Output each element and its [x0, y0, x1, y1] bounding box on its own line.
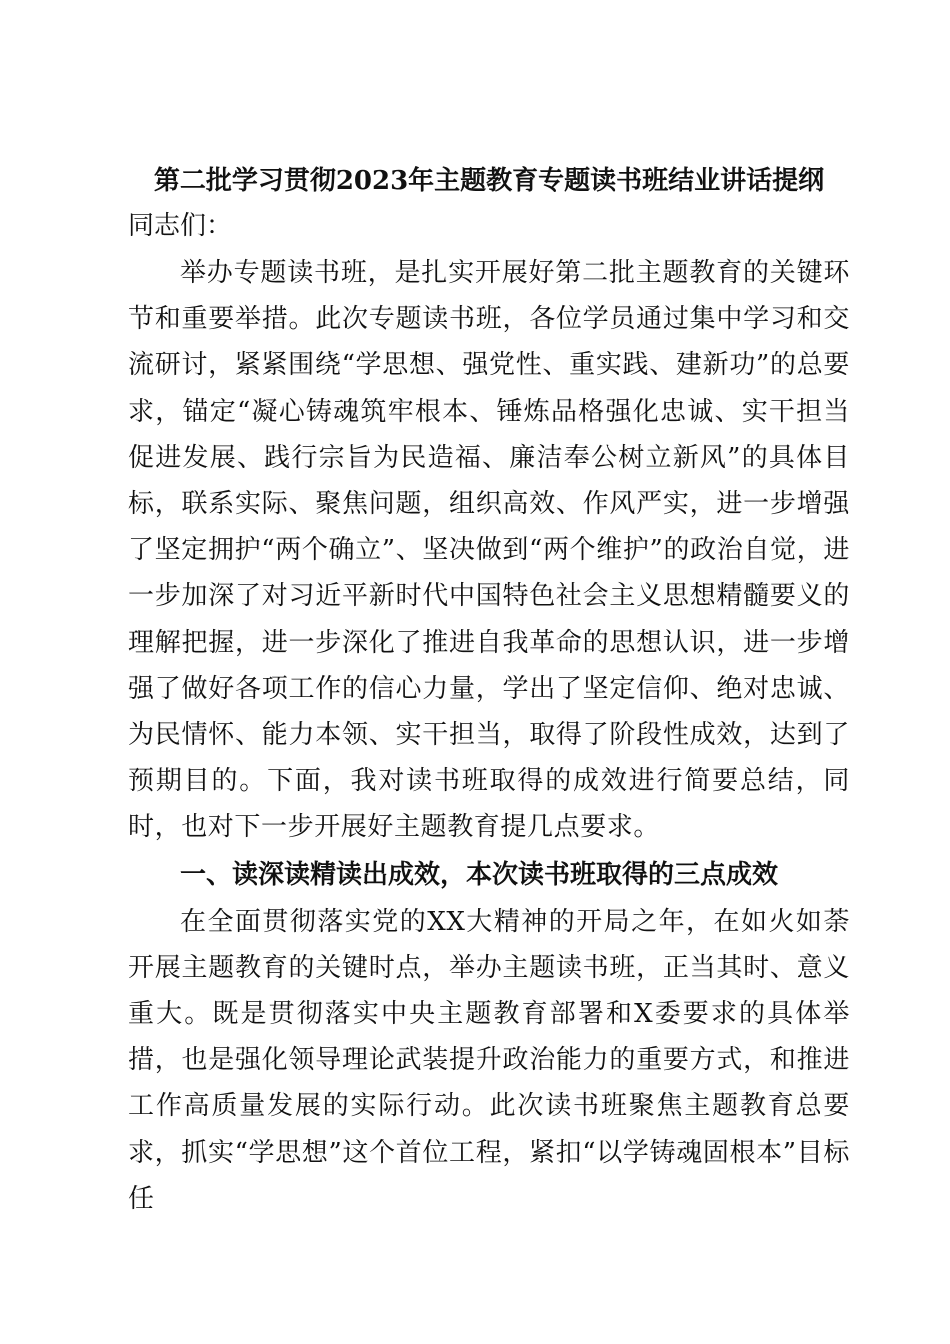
intro-paragraph: 举办专题读书班，是扎实开展好第二批主题教育的关键环节和重要举措。此次专题读书班，各位学员通过集中学习和交流研讨，紧紧围绕“学思想、强党性、重实践、建新功”的总要求，锚定“凝心铸魂筑牢根本、锤炼品格强化忠诚、实干担当促进发展、践行宗旨为民造福、廉洁奉公树立新风”的具体目标，联系实际、聚焦问题，组织高效、作风严实，进一步增强了坚定拥护“两个确立”、坚决做到“两个维护”的政治自觉，进一步加深了对习近平新时代中国特色社会主义思想精髓要义的理解把握，进一步深化了推进自我革命的思想认识，进一步增强了做好各项工作的信心力量，学出了坚定信仰、绝对忠诚、为民情怀、能力本领、实干担当，取得了阶段性成效，达到了预期目的。下面，我对读书班取得的成效进行简要总结，同时，也对下一步开展好主题教育提几点要求。	[128, 258, 850, 843]
document-title: 第二批学习贯彻2023年主题教育专题读书班结业讲话提纲	[153, 166, 825, 196]
document-body	[128, 160, 850, 1222]
salutation: 同志们：	[128, 211, 233, 241]
section-heading-1: 一、读深读精读出成效，本次读书班取得的三点成效	[180, 859, 779, 890]
section-1-paragraph: 在全面贯彻落实党的XX大精神的开局之年，在如火如荼开展主题教育的关键时点，举办主题读书班，正当其时、意义重大。既是贯彻落实中央主题教育部署和X委要求的具体举措，也是强化领导理论武装提升政治能力的重要方式，和推进工作高质量发展的实际行动。此次读书班聚焦主题教育总要求，抓实“学思想”这个首位工程，紧扣“以学铸魂固根本”目标任	[128, 906, 850, 1214]
